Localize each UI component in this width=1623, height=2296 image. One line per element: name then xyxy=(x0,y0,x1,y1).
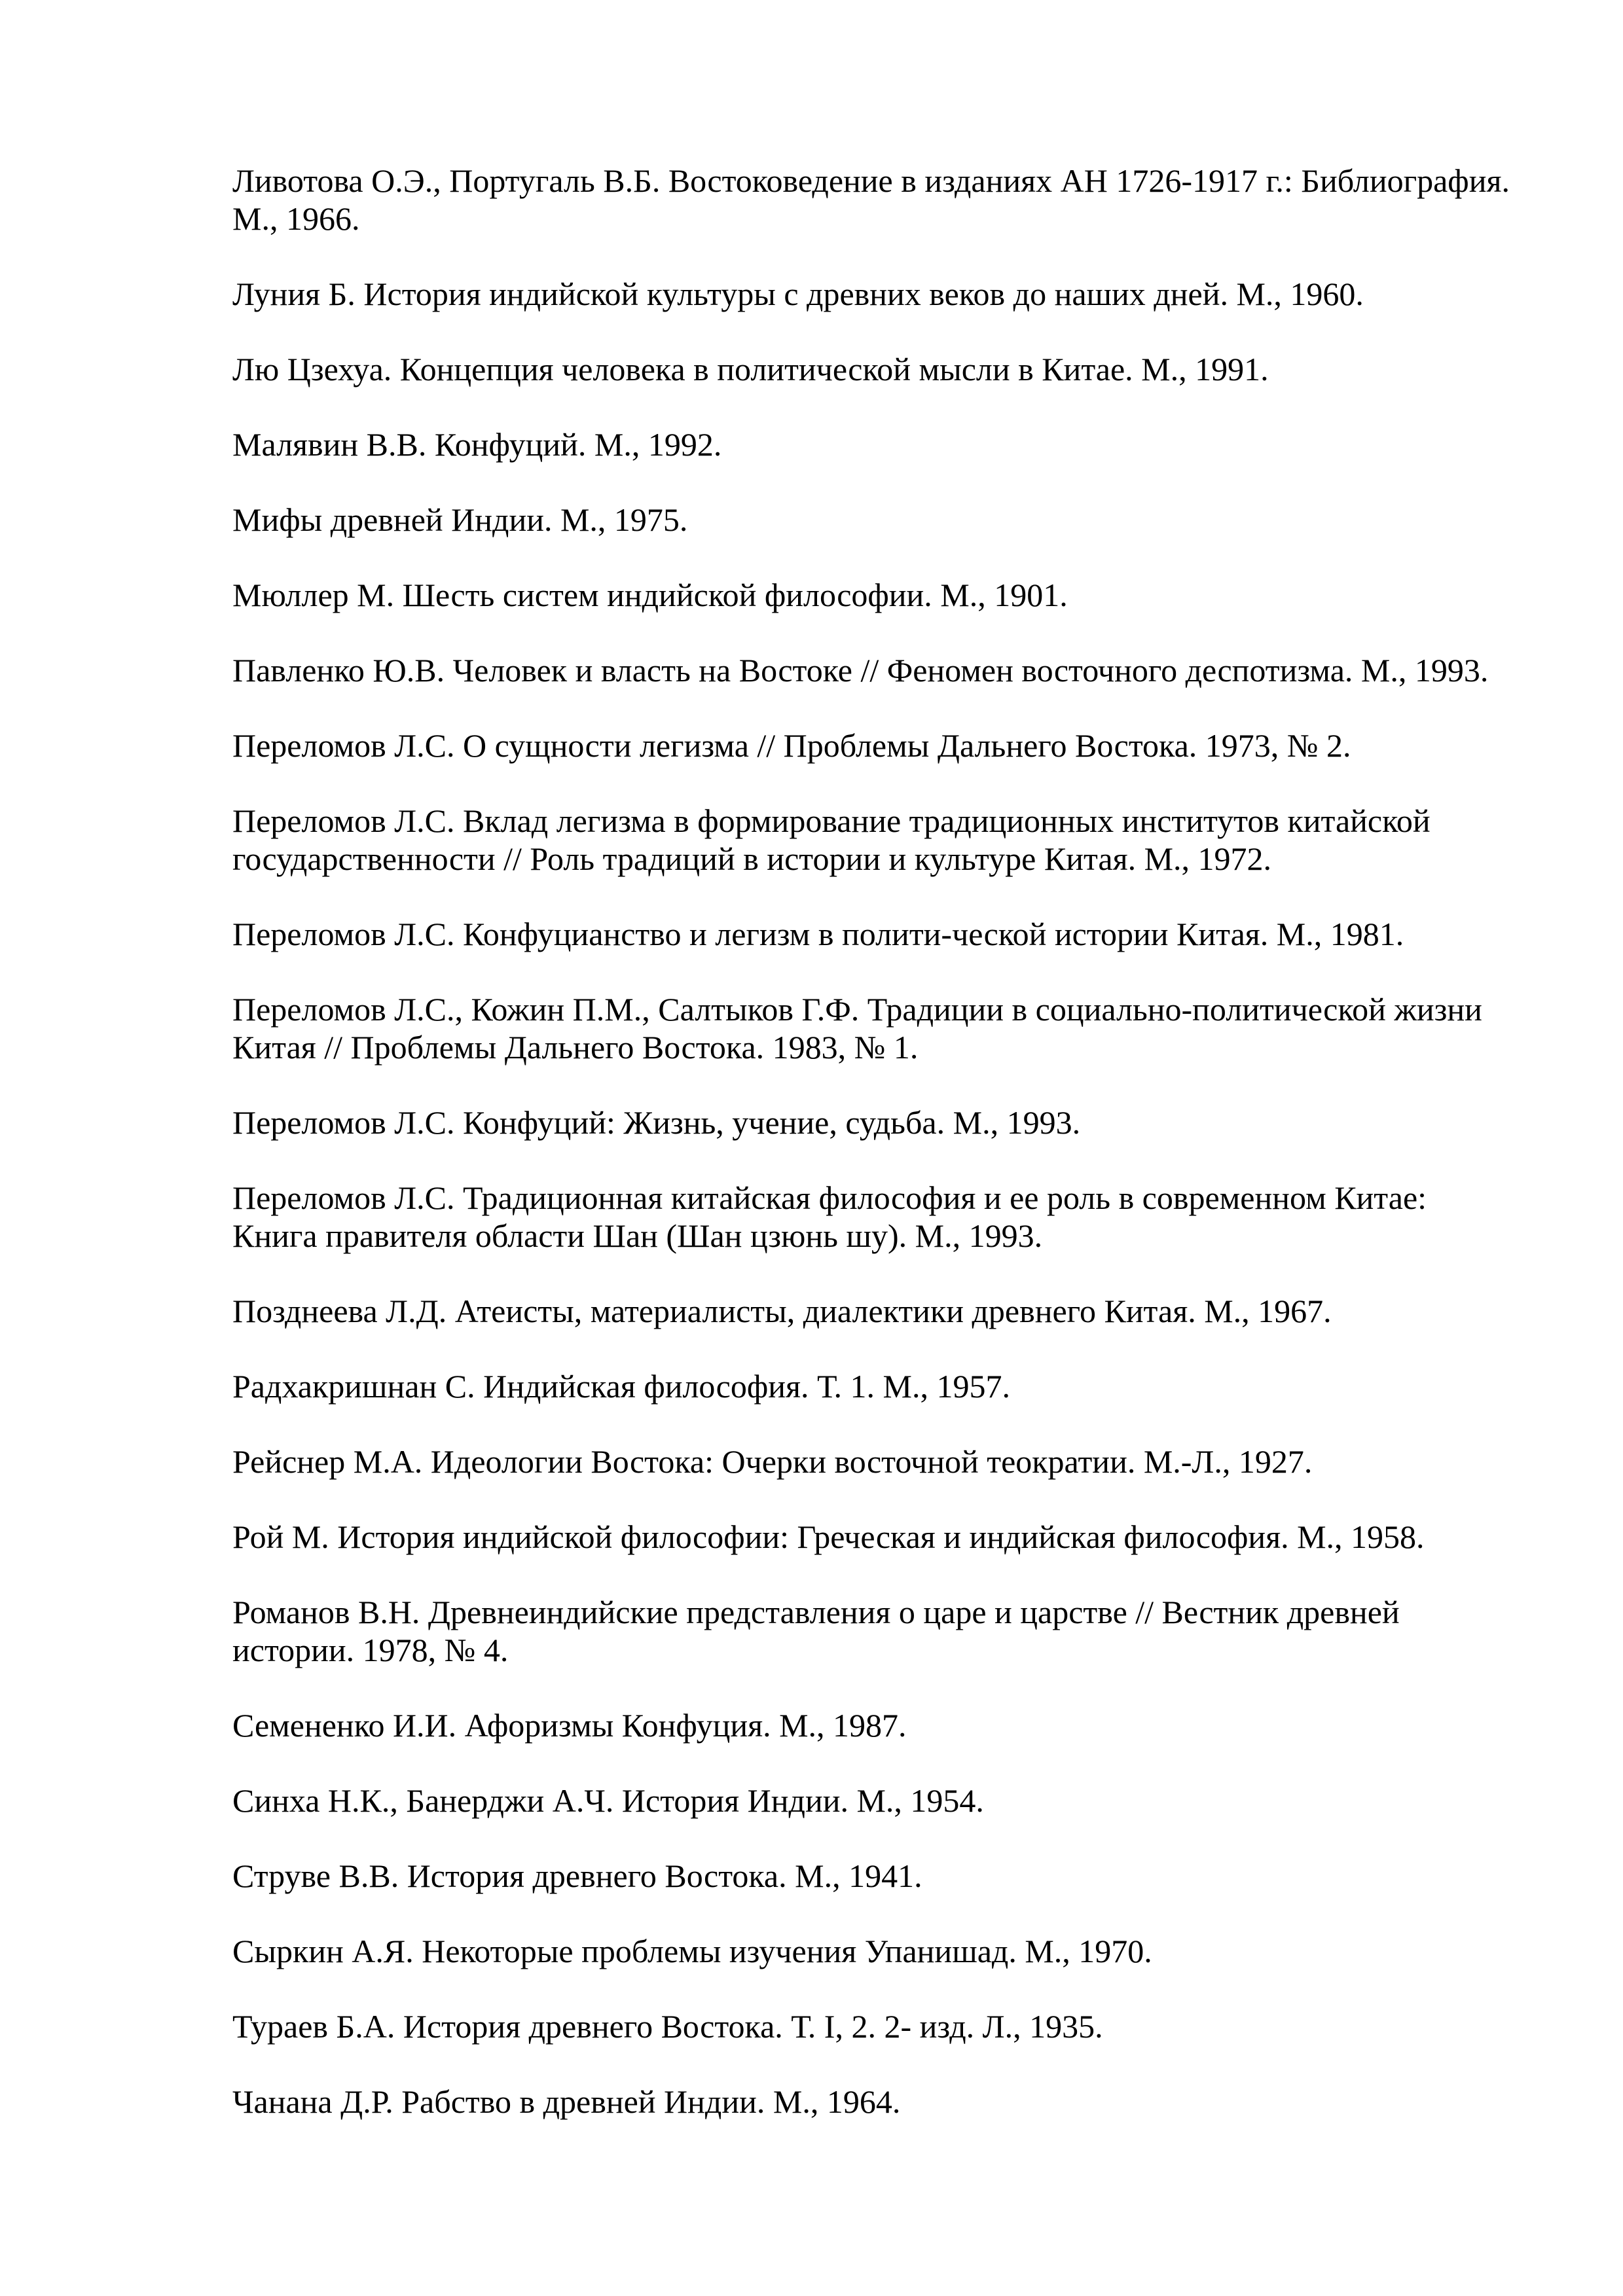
bibliography-entry: Семененко И.И. Афоризмы Конфуция. М., 1987. xyxy=(232,1707,907,1744)
bibliography-entry: Переломов Л.С. Конфуцианство и легизм в полити-ческой истории Китая. М., 1981. xyxy=(232,916,1404,952)
bibliography-entry: Переломов Л.С. Конфуций: Жизнь, учение, судьба. М., 1993. xyxy=(232,1104,1081,1141)
bibliography-entry: Тураев Б.А. История древнего Востока. Т. I, 2. 2- изд. Л., 1935. xyxy=(232,2008,1103,2045)
bibliography-entry: Рой М. История индийской философии: Греческая и индийская философия. М., 1958. xyxy=(232,1518,1425,1555)
bibliography-entry: Романов В.Н. Древнеиндийские представления о царе и царстве // Вестник древней истории. 1978, № 4. xyxy=(232,1594,1400,1668)
bibliography-entry: Переломов Л.С. Вклад легизма в формирование традиционных институтов китайской государственности // Роль традиций в истории и культуре Китая. М., 1972. xyxy=(232,802,1431,877)
bibliography-entry: Рейснер М.А. Идеологии Востока: Очерки восточной теократии. М.-Л., 1927. xyxy=(232,1443,1313,1480)
bibliography-entry: Переломов Л.С., Кожин П.М., Салтыков Г.Ф. Традиции в социально-политической жизни Китая // Проблемы Дальнего Востока. 1983, № 1. xyxy=(232,991,1482,1066)
bibliography-entry: Мифы древней Индии. М., 1975. xyxy=(232,501,688,538)
bibliography-entry: Павленко Ю.В. Человек и власть на Востоке // Феномен восточного деспотизма. М., 1993. xyxy=(232,652,1489,689)
bibliography-entry: Радхакришнан С. Индийская философия. Т. 1. М., 1957. xyxy=(232,1368,1011,1405)
bibliography-entry: Переломов Л.С. Традиционная китайская философия и ее роль в современном Китае: Книга правителя области Шан (Шан цзюнь шу). М., 1993. xyxy=(232,1179,1427,1254)
bibliography-entry: Ливотова О.Э., Португаль В.Б. Востоковедение в изданиях АН 1726-1917 г.: Библиография. М., 1966. xyxy=(232,162,1510,237)
bibliography-list xyxy=(232,162,1516,2121)
bibliography-entry: Мюллер М. Шесть систем индийской философии. М., 1901. xyxy=(232,577,1068,613)
bibliography-entry: Чанана Д.Р. Рабство в древней Индии. М., 1964. xyxy=(232,2083,901,2120)
bibliography-entry: Синха Н.К., Банерджи А.Ч. История Индии. М., 1954. xyxy=(232,1782,984,1819)
bibliography-entry: Малявин В.В. Конфуций. М., 1992. xyxy=(232,426,722,463)
bibliography-entry: Переломов Л.С. О сущности легизма // Проблемы Дальнего Востока. 1973, № 2. xyxy=(232,727,1351,764)
bibliography-entry: Сыркин А.Я. Некоторые проблемы изучения Упанишад. М., 1970. xyxy=(232,1933,1152,1969)
bibliography-entry: Луния Б. История индийской культуры с древних веков до наших дней. М., 1960. xyxy=(232,276,1364,312)
bibliography-entry: Лю Цзехуа. Концепция человека в политической мысли в Китае. М., 1991. xyxy=(232,351,1269,387)
bibliography-entry: Струве В.В. История древнего Востока. М., 1941. xyxy=(232,1857,922,1894)
bibliography-entry: Позднеева Л.Д. Атеисты, материалисты, диалектики древнего Китая. М., 1967. xyxy=(232,1293,1332,1329)
